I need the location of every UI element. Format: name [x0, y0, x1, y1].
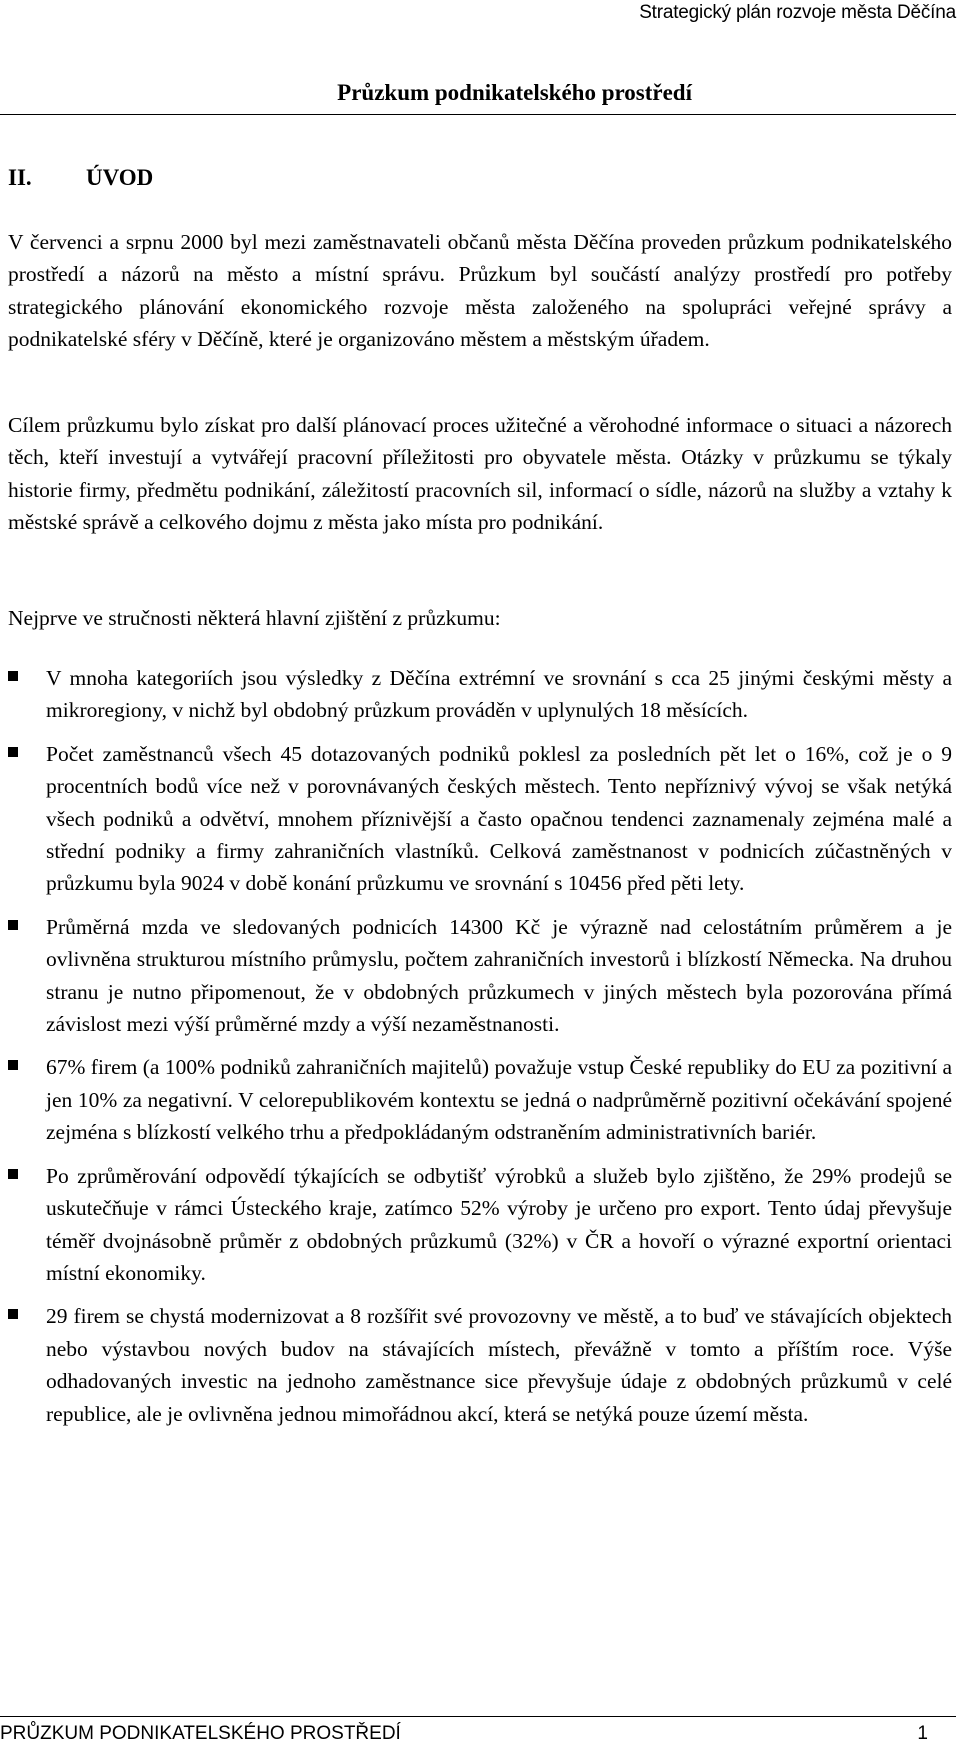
finding-item [8, 738, 952, 900]
square-bullet-icon [8, 920, 18, 930]
square-bullet-icon [8, 747, 18, 757]
finding-item [8, 1051, 952, 1148]
finding-item [8, 911, 952, 1041]
square-bullet-icon [8, 671, 18, 681]
goal-paragraph: Cílem průzkumu bylo získat pro další plánovací proces užitečné a věrohodné informace o situaci a názorech těch, kteří investují a vytvářejí pracovní příležitosti pro obyvatele města. Otázky v průzkumu se týkaly historie firmy, předmětu podnikání, záležitostí pracovních sil, informací o sídle, názorů na služby a vztahy k městské správě a celkového dojmu z města jako místa pro podnikání. [8, 413, 952, 535]
document-title-bar [0, 78, 956, 115]
finding-item [8, 1300, 952, 1430]
intro-paragraph: V červenci a srpnu 2000 byl mezi zaměstnavateli občanů města Děčína proveden průzkum podnikatelského prostředí a názorů na město a místní správu. Průzkum byl součástí analýzy prostředí pro potřeby strategického plánování ekonomického rozvoje města založeného na spolupráci veřejné správy a podnikatelské sféry v Děčíně, které je organizováno městem a městským úřadem. [8, 230, 952, 352]
footer-title: PRŮZKUM PODNIKATELSKÉHO PROSTŘEDÍ [0, 1723, 401, 1744]
finding-text: V mnoha kategoriích jsou výsledky z Děčína extrémní ve srovnání s cca 25 jinými českými městy a mikroregiony, v nichž byl obdobný průzkum prováděn v uplynulých 18 měsících. [46, 666, 952, 723]
document-title: Průzkum podnikatelského prostředí [337, 80, 692, 105]
finding-text: 67% firem (a 100% podniků zahraničních majitelů) považuje vstup České republiky do EU za pozitivní a jen 10% za negativní. V celorepublikovém kontextu se jedná o nadprůměrně pozitivní očekávání spojené zejména s blízkostí velkého trhu a předpokládaným odstraněním administrativních bariér. [46, 1055, 952, 1145]
finding-text: Průměrná mzda ve sledovaných podnicích 14300 Kč je výrazně nad celostátním průměrem a je ovlivněna strukturou místního průmyslu, počtem zahraničních investorů i blízkostí Německa. Na druhou stranu je nutno připomenout, že v obdobných průzkumech v jiných městech byla pozorována přímá závislost mezi výší průměrné mzdy a výší nezaměstnanosti. [46, 914, 952, 1037]
section-heading [8, 163, 153, 193]
section-title: ÚVOD [86, 165, 154, 190]
page-footer [0, 1716, 956, 1744]
findings-lead-paragraph: Nejprve ve stručnosti některá hlavní zjištění z průzkumu: [8, 606, 501, 630]
finding-item [8, 662, 952, 727]
section-number: II. [8, 165, 32, 190]
finding-text: Po zprůměrování odpovědí týkajících se odbytišť výrobků a služeb bylo zjištěno, že 29% prodejů se uskutečňuje v rámci Ústeckého kraje, zatímco 52% výroby je určeno pro export. Tento údaj převyšuje téměř dvojnásobně průměr z obdobných průzkumů (32%) v ČR a hovoří o výrazné exportní orientaci místní ekonomiky. [46, 1163, 952, 1285]
running-header: Strategický plán rozvoje města Děčína [639, 2, 956, 23]
finding-text: Počet zaměstnanců všech 45 dotazovaných podniků poklesl za posledních pět let o 16%, což je o 9 procentních bodů více než v porovnávaných českých městech. Tento nepříznivý vývoj se však netýká všech podniků a odvětví, mnohem příznivější a často opačnou tendenci zaznamenaly zejména malé a střední podniky a firmy zahraničních vlastníků. Celková zaměstnanost v podnicích zúčastněných v průzkumu byla 9024 v době konání průzkumu ve srovnání s 10456 před pěti lety. [46, 741, 952, 896]
finding-text: 29 firem se chystá modernizovat a 8 rozšířit své provozovny ve městě, a to buď ve stávajících objektech nebo výstavbou nových budov na stávajících místech, převážně v tomto a příštím roce. Výše odhadovaných investic na jednoho zaměstnance sice převyšuje údaje z obdobných průzkumů v celé republice, ale je ovlivněna jednou mimořádnou akcí, která se netýká pouze území města. [46, 1304, 952, 1426]
findings-list [8, 662, 952, 1441]
page-number: 1 [917, 1723, 928, 1744]
finding-item [8, 1160, 952, 1290]
square-bullet-icon [8, 1060, 18, 1070]
square-bullet-icon [8, 1169, 18, 1179]
square-bullet-icon [8, 1309, 18, 1319]
